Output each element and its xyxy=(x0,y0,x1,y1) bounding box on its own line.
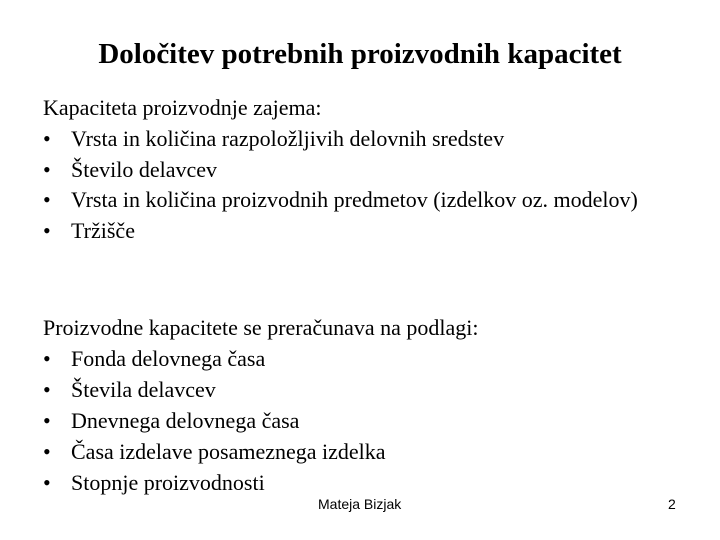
bullet-icon: • xyxy=(43,439,51,464)
bullet-icon: • xyxy=(43,346,51,371)
list-item xyxy=(43,123,683,154)
footer-author: Mateja Bizjak xyxy=(318,496,402,512)
page-number: 2 xyxy=(668,496,676,512)
list-item xyxy=(43,215,683,246)
section-intro: Kapaciteta proizvodnje zajema: xyxy=(43,95,322,120)
list-item xyxy=(43,405,683,436)
bullet-icon: • xyxy=(43,408,51,433)
slide-title: Določitev potrebnih proizvodnih kapacitet xyxy=(98,38,622,70)
bullet-icon: • xyxy=(43,470,51,495)
capacity-components-section xyxy=(43,92,683,246)
bullet-icon: • xyxy=(43,126,51,151)
bullet-list xyxy=(43,123,683,246)
list-item-text: Časa izdelave posameznega izdelka xyxy=(71,439,386,464)
list-item xyxy=(43,185,683,215)
bullet-icon: • xyxy=(43,157,51,182)
list-item xyxy=(43,154,683,185)
list-item xyxy=(43,374,683,405)
list-item-text: Vrsta in količina proizvodnih predmetov (izdelkov oz. modelov) xyxy=(71,187,638,212)
calculation-basis-section xyxy=(43,312,683,498)
list-item xyxy=(43,436,683,467)
list-item-text: Število delavcev xyxy=(71,157,218,182)
bullet-icon: • xyxy=(43,218,51,243)
list-item-text: Stopnje proizvodnosti xyxy=(71,470,265,495)
list-item-text: Vrsta in količina razpoložljivih delovnih sredstev xyxy=(71,126,505,151)
list-item-text: Fonda delovnega časa xyxy=(71,346,266,371)
list-item-text: Dnevnega delovnega časa xyxy=(71,408,300,433)
list-item-text: Tržišče xyxy=(71,218,135,243)
list-item xyxy=(43,467,683,498)
list-item xyxy=(43,343,683,374)
bullet-list xyxy=(43,343,683,498)
bullet-icon: • xyxy=(43,187,51,212)
section-intro: Proizvodne kapacitete se preračunava na podlagi: xyxy=(43,315,479,340)
bullet-icon: • xyxy=(43,377,51,402)
list-item-text: Števila delavcev xyxy=(71,377,216,402)
